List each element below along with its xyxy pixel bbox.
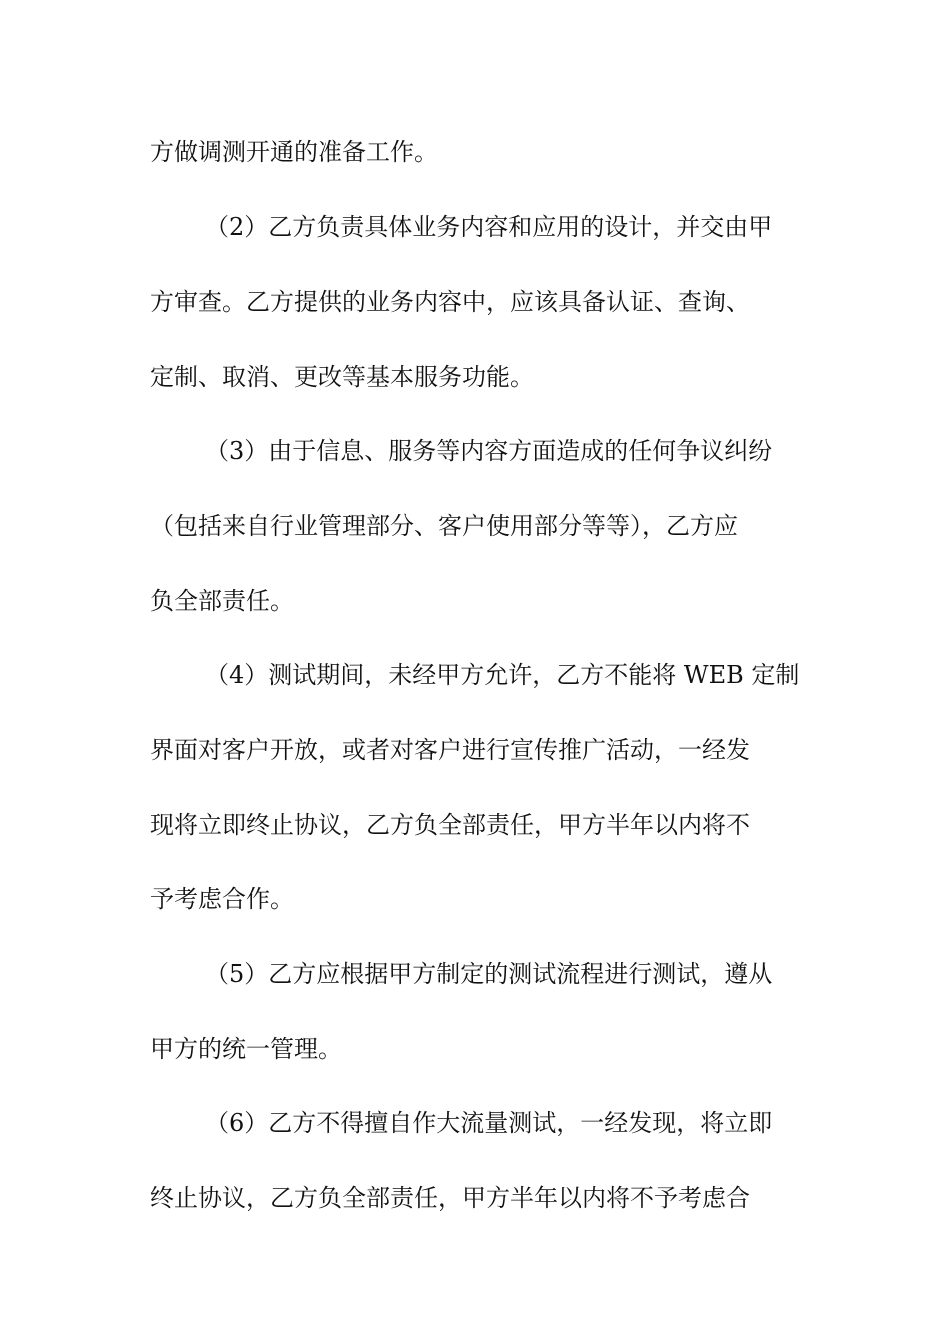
paragraph-line: 甲方的统一管理。: [150, 1035, 342, 1063]
paragraph-line: 方审查。乙方提供的业务内容中，应该具备认证、查询、: [150, 288, 750, 316]
clause-4-line: （4）测试期间，未经甲方允许，乙方不能将 WEB 定制: [205, 661, 800, 689]
paragraph-line: 方做调测开通的准备工作。: [150, 138, 438, 166]
paragraph-line: 界面对客户开放，或者对客户进行宣传推广活动，一经发: [150, 736, 750, 764]
clause-5-line: （5）乙方应根据甲方制定的测试流程进行测试，遵从: [205, 960, 773, 988]
clause-2-line: （2）乙方负责具体业务内容和应用的设计，并交由甲: [205, 213, 773, 241]
clause-3-line: （3）由于信息、服务等内容方面造成的任何争议纠纷: [205, 437, 773, 465]
paragraph-line: 定制、取消、更改等基本服务功能。: [150, 363, 534, 391]
clause-6-line: （6）乙方不得擅自作大流量测试，一经发现，将立即: [205, 1109, 773, 1137]
paragraph-line: 终止协议，乙方负全部责任，甲方半年以内将不予考虑合: [150, 1184, 750, 1212]
paragraph-line: 予考虑合作。: [150, 885, 294, 913]
paragraph-line: （包括来自行业管理部分、客户使用部分等等），乙方应: [150, 512, 738, 540]
paragraph-line: 负全部责任。: [150, 587, 294, 615]
paragraph-line: 现将立即终止协议，乙方负全部责任，甲方半年以内将不: [150, 811, 750, 839]
